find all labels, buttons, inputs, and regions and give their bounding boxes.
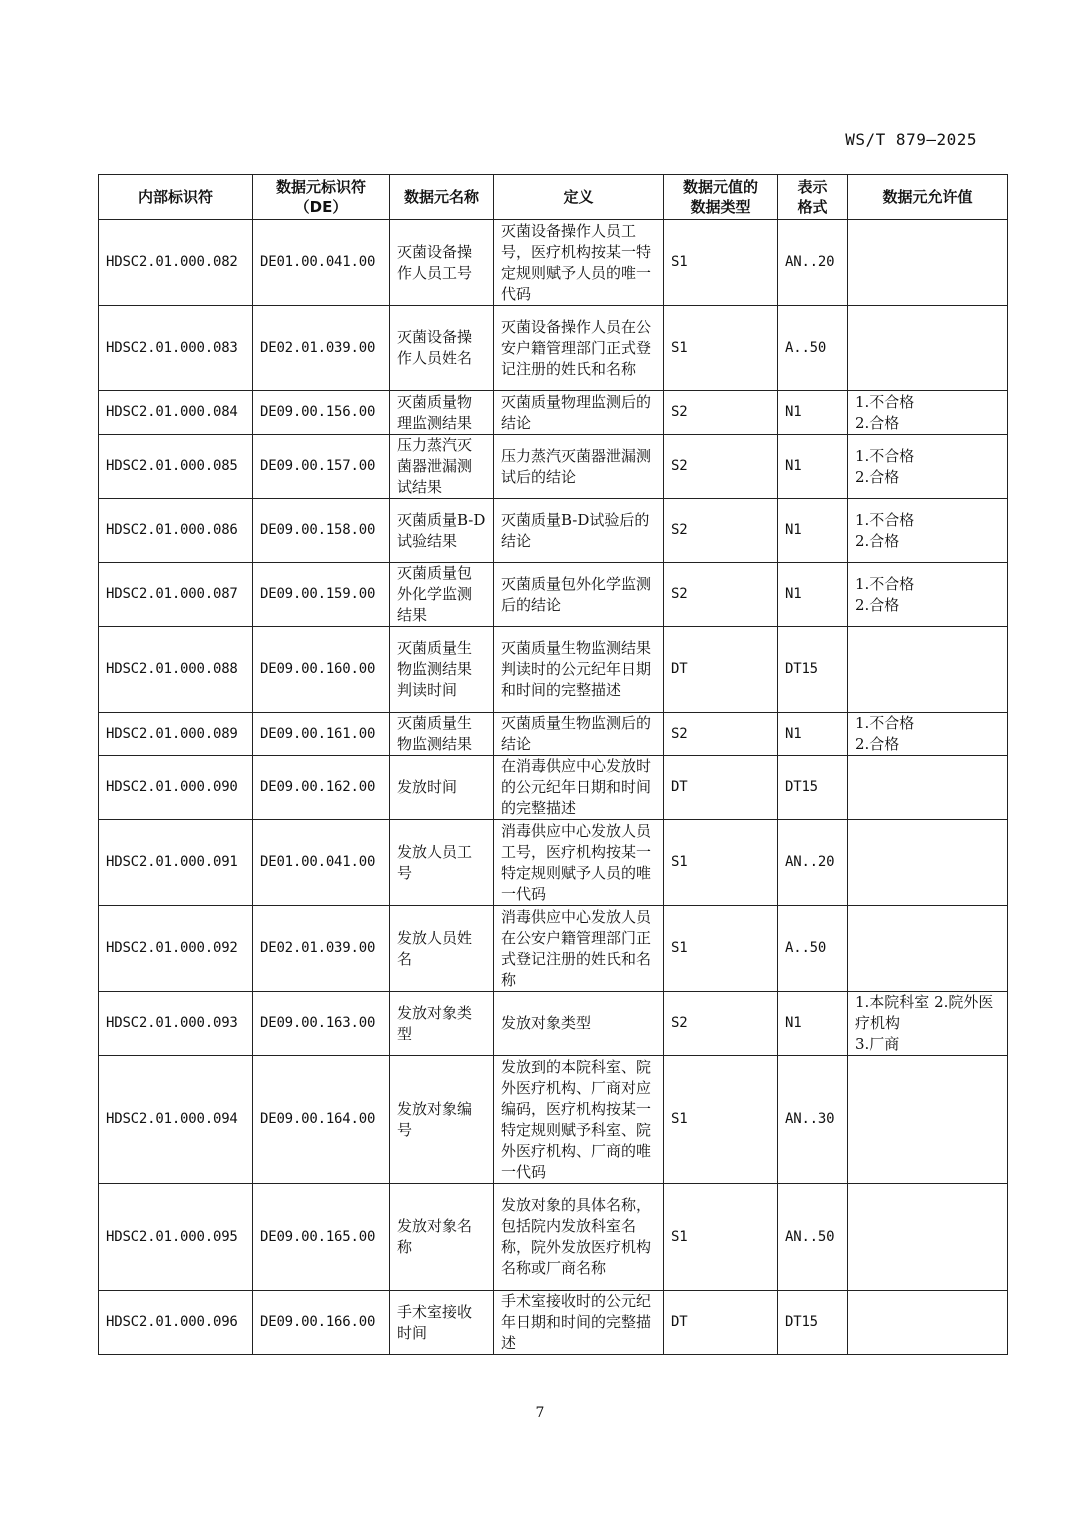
table-row (99, 1184, 1008, 1291)
cell-internal-id: HDSC2.01.000.096 (99, 1291, 253, 1355)
cell-format: DT15 (778, 756, 848, 820)
cell-element-name: 发放对象类型 (390, 992, 494, 1056)
cell-format: DT15 (778, 627, 848, 713)
cell-format: N1 (778, 563, 848, 627)
cell-element-name: 发放人员姓名 (390, 906, 494, 992)
col-header-format: 表示 格式 (778, 175, 848, 220)
cell-element-name: 发放时间 (390, 756, 494, 820)
cell-allowed-values: 1.不合格 2.合格 (848, 391, 1008, 435)
cell-de-id: DE09.00.162.00 (253, 756, 390, 820)
cell-data-type: S2 (664, 499, 778, 563)
cell-de-id: DE09.00.159.00 (253, 563, 390, 627)
cell-internal-id: HDSC2.01.000.089 (99, 713, 253, 756)
cell-definition: 消毒供应中心发放人员在公安户籍管理部门正式登记注册的姓氏和名称 (494, 906, 664, 992)
cell-format: DT15 (778, 1291, 848, 1355)
cell-element-name: 发放对象编号 (390, 1056, 494, 1184)
cell-element-name: 灭菌质量生物监测结果判读时间 (390, 627, 494, 713)
table-row (99, 435, 1008, 499)
cell-internal-id: HDSC2.01.000.090 (99, 756, 253, 820)
cell-format: AN..50 (778, 1184, 848, 1291)
cell-allowed-values (848, 220, 1008, 306)
table-row (99, 220, 1008, 306)
cell-de-id: DE09.00.160.00 (253, 627, 390, 713)
cell-internal-id: HDSC2.01.000.094 (99, 1056, 253, 1184)
cell-allowed-values (848, 756, 1008, 820)
cell-data-type: S1 (664, 820, 778, 906)
cell-data-type: DT (664, 1291, 778, 1355)
cell-internal-id: HDSC2.01.000.088 (99, 627, 253, 713)
cell-de-id: DE09.00.163.00 (253, 992, 390, 1056)
cell-format: N1 (778, 435, 848, 499)
cell-allowed-values (848, 306, 1008, 391)
table-row (99, 906, 1008, 992)
table-row (99, 499, 1008, 563)
cell-data-type: S1 (664, 306, 778, 391)
table-row (99, 992, 1008, 1056)
cell-definition: 灭菌质量包外化学监测后的结论 (494, 563, 664, 627)
cell-de-id: DE09.00.157.00 (253, 435, 390, 499)
cell-internal-id: HDSC2.01.000.087 (99, 563, 253, 627)
cell-internal-id: HDSC2.01.000.082 (99, 220, 253, 306)
cell-allowed-values (848, 906, 1008, 992)
cell-internal-id: HDSC2.01.000.085 (99, 435, 253, 499)
cell-data-type: S2 (664, 713, 778, 756)
cell-data-type: S2 (664, 992, 778, 1056)
cell-definition: 灭菌质量生物监测后的结论 (494, 713, 664, 756)
cell-internal-id: HDSC2.01.000.083 (99, 306, 253, 391)
data-element-table (98, 174, 1008, 1355)
cell-format: N1 (778, 391, 848, 435)
table-row (99, 713, 1008, 756)
cell-internal-id: HDSC2.01.000.084 (99, 391, 253, 435)
cell-de-id: DE02.01.039.00 (253, 906, 390, 992)
table-header-row (99, 175, 1008, 220)
col-header-internal-id: 内部标识符 (99, 175, 253, 220)
cell-element-name: 灭菌质量物理监测结果 (390, 391, 494, 435)
table-row (99, 306, 1008, 391)
cell-element-name: 手术室接收时间 (390, 1291, 494, 1355)
col-header-name: 数据元名称 (390, 175, 494, 220)
cell-definition: 手术室接收时的公元纪年日期和时间的完整描述 (494, 1291, 664, 1355)
cell-element-name: 灭菌质量生物监测结果 (390, 713, 494, 756)
cell-format: A..50 (778, 906, 848, 992)
col-header-de-id: 数据元标识符 （DE） (253, 175, 390, 220)
cell-de-id: DE02.01.039.00 (253, 306, 390, 391)
cell-definition: 灭菌质量B-D试验后的结论 (494, 499, 664, 563)
table-row (99, 1291, 1008, 1355)
cell-allowed-values (848, 820, 1008, 906)
cell-internal-id: HDSC2.01.000.095 (99, 1184, 253, 1291)
cell-allowed-values (848, 1184, 1008, 1291)
cell-definition: 压力蒸汽灭菌器泄漏测试后的结论 (494, 435, 664, 499)
cell-element-name: 发放人员工号 (390, 820, 494, 906)
cell-definition: 灭菌设备操作人员工号，医疗机构按某一特定规则赋予人员的唯一代码 (494, 220, 664, 306)
cell-data-type: S1 (664, 906, 778, 992)
standard-code: WS/T 879—2025 (845, 130, 977, 149)
cell-de-id: DE09.00.164.00 (253, 1056, 390, 1184)
cell-definition: 灭菌设备操作人员在公安户籍管理部门正式登记注册的姓氏和名称 (494, 306, 664, 391)
cell-data-type: S1 (664, 220, 778, 306)
cell-element-name: 灭菌质量B-D试验结果 (390, 499, 494, 563)
table-body (99, 220, 1008, 1355)
cell-data-type: S1 (664, 1056, 778, 1184)
cell-definition: 在消毒供应中心发放时的公元纪年日期和时间的完整描述 (494, 756, 664, 820)
cell-de-id: DE09.00.161.00 (253, 713, 390, 756)
cell-allowed-values (848, 1056, 1008, 1184)
cell-element-name: 发放对象名称 (390, 1184, 494, 1291)
cell-definition: 发放对象的具体名称，包括院内发放科室名称，院外发放医疗机构名称或厂商名称 (494, 1184, 664, 1291)
cell-de-id: DE01.00.041.00 (253, 220, 390, 306)
cell-definition: 灭菌质量生物监测结果判读时的公元纪年日期和时间的完整描述 (494, 627, 664, 713)
cell-data-type: S2 (664, 435, 778, 499)
cell-definition: 发放对象类型 (494, 992, 664, 1056)
table-row (99, 627, 1008, 713)
cell-definition: 消毒供应中心发放人员工号，医疗机构按某一特定规则赋予人员的唯一代码 (494, 820, 664, 906)
table-row (99, 1056, 1008, 1184)
cell-allowed-values (848, 627, 1008, 713)
cell-allowed-values: 1.不合格 2.合格 (848, 713, 1008, 756)
col-header-definition: 定义 (494, 175, 664, 220)
cell-allowed-values: 1.本院科室 2.院外医疗机构 3.厂商 (848, 992, 1008, 1056)
table-row (99, 756, 1008, 820)
table-row (99, 563, 1008, 627)
cell-de-id: DE09.00.165.00 (253, 1184, 390, 1291)
cell-format: AN..20 (778, 220, 848, 306)
cell-internal-id: HDSC2.01.000.092 (99, 906, 253, 992)
cell-internal-id: HDSC2.01.000.093 (99, 992, 253, 1056)
cell-allowed-values: 1.不合格 2.合格 (848, 435, 1008, 499)
cell-data-type: S2 (664, 391, 778, 435)
cell-format: N1 (778, 499, 848, 563)
cell-allowed-values: 1.不合格 2.合格 (848, 563, 1008, 627)
cell-format: AN..20 (778, 820, 848, 906)
cell-de-id: DE09.00.158.00 (253, 499, 390, 563)
cell-data-type: DT (664, 756, 778, 820)
cell-element-name: 压力蒸汽灭菌器泄漏测试结果 (390, 435, 494, 499)
cell-element-name: 灭菌设备操作人员姓名 (390, 306, 494, 391)
page-number: 7 (535, 1405, 545, 1421)
cell-allowed-values: 1.不合格 2.合格 (848, 499, 1008, 563)
col-header-data-type: 数据元值的 数据类型 (664, 175, 778, 220)
cell-definition: 灭菌质量物理监测后的结论 (494, 391, 664, 435)
cell-definition: 发放到的本院科室、院外医疗机构、厂商对应编码，医疗机构按某一特定规则赋予科室、院外医疗机构、厂商的唯一代码 (494, 1056, 664, 1184)
cell-de-id: DE09.00.166.00 (253, 1291, 390, 1355)
cell-format: A..50 (778, 306, 848, 391)
cell-allowed-values (848, 1291, 1008, 1355)
cell-de-id: DE01.00.041.00 (253, 820, 390, 906)
col-header-allowed-values: 数据元允许值 (848, 175, 1008, 220)
cell-data-type: S1 (664, 1184, 778, 1291)
cell-internal-id: HDSC2.01.000.091 (99, 820, 253, 906)
cell-element-name: 灭菌质量包外化学监测结果 (390, 563, 494, 627)
cell-format: N1 (778, 713, 848, 756)
cell-data-type: S2 (664, 563, 778, 627)
cell-format: N1 (778, 992, 848, 1056)
cell-element-name: 灭菌设备操作人员工号 (390, 220, 494, 306)
table-row (99, 820, 1008, 906)
table-row (99, 391, 1008, 435)
cell-format: AN..30 (778, 1056, 848, 1184)
cell-de-id: DE09.00.156.00 (253, 391, 390, 435)
cell-internal-id: HDSC2.01.000.086 (99, 499, 253, 563)
cell-data-type: DT (664, 627, 778, 713)
